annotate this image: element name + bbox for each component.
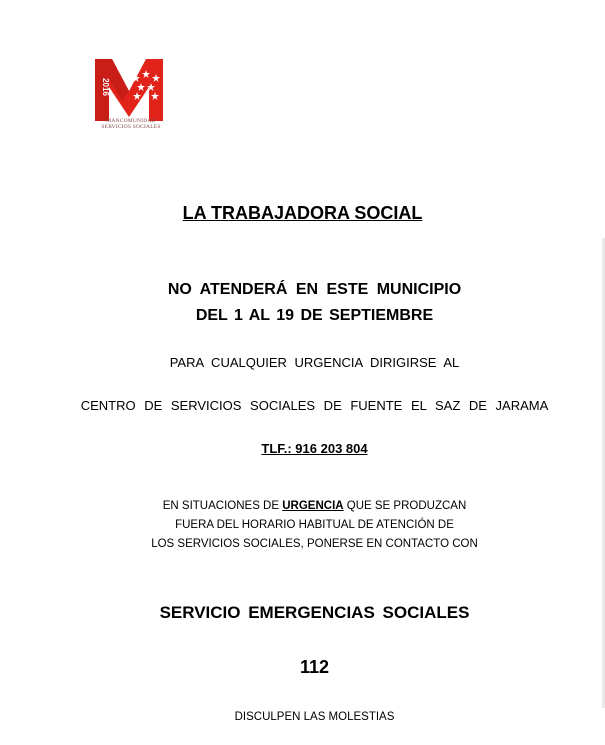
phone-number: TLF.: 916 203 804 bbox=[261, 441, 368, 456]
logo-caption-line1: MANCOMUNIDAD bbox=[106, 118, 156, 124]
urgency-instruction: PARA CUALQUIER URGENCIA DIRIGIRSE AL bbox=[169, 355, 460, 370]
emergency-line-2: FUERA DEL HORARIO HABITUAL DE ATENCIÓN DE bbox=[175, 519, 454, 531]
absence-line-1: NO ATENDERÁ EN ESTE MUNICIPIO bbox=[167, 281, 462, 298]
emergency-line-1: EN SITUACIONES DE URGENCIA QUE SE PRODUZCAN bbox=[162, 500, 467, 512]
center-name: CENTRO DE SERVICIOS SOCIALES DE FUENTE EL SAZ DE JARAMA bbox=[80, 398, 549, 413]
emergency-line-3: LOS SERVICIOS SOCIALES, PONERSE EN CONTACTO CON bbox=[151, 538, 478, 550]
emergency-service-name: SERVICIO EMERGENCIAS SOCIALES bbox=[159, 603, 470, 622]
logo-caption-line2: SERVICIOS SOCIALES bbox=[101, 124, 161, 130]
logo-caption bbox=[92, 118, 170, 130]
emergency-number: 112 bbox=[299, 657, 330, 677]
absence-line-2: DEL 1 AL 19 DE SEPTIEMBRE bbox=[195, 307, 434, 324]
closing-apology: DISCULPEN LAS MOLESTIAS bbox=[234, 711, 395, 723]
page-title: LA TRABAJADORA SOCIAL bbox=[182, 203, 423, 223]
urgency-highlight: URGENCIA bbox=[282, 500, 344, 512]
logo-year: 2016 bbox=[101, 78, 110, 96]
